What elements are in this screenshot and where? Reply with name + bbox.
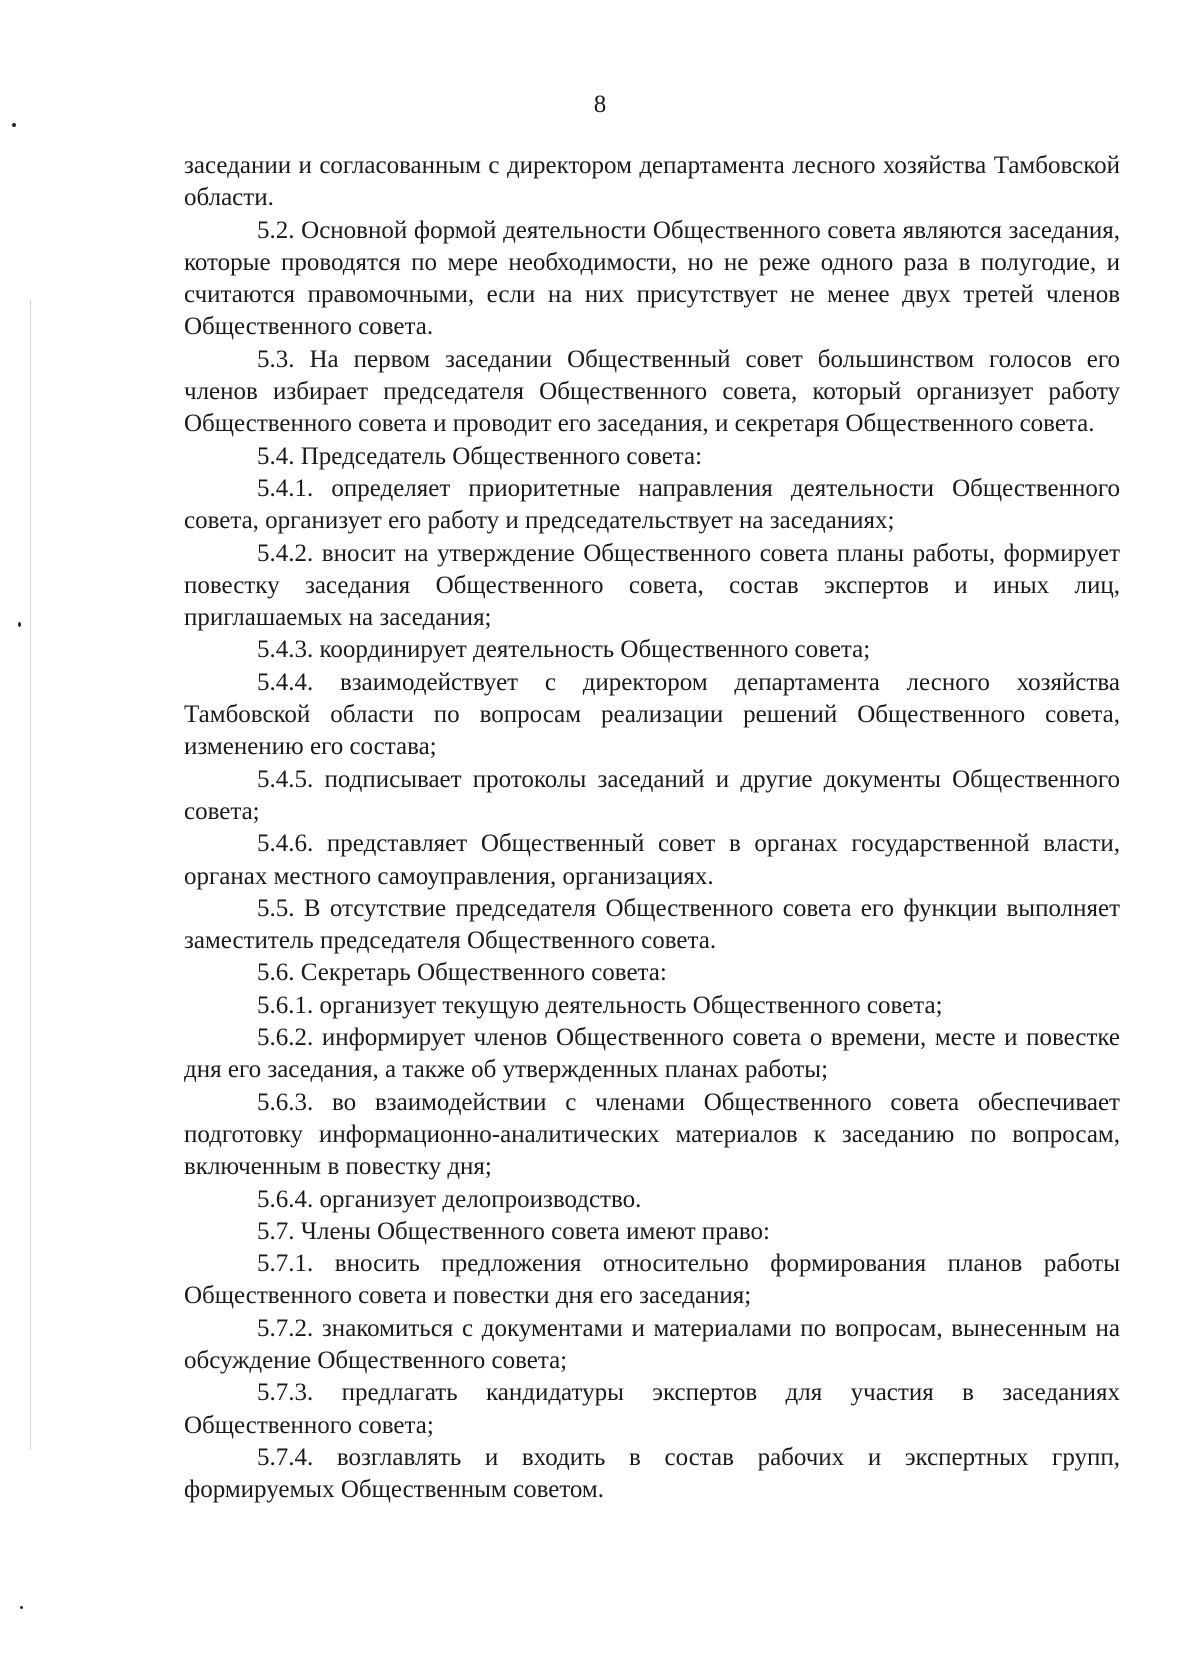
- paragraph: 5.5. В отсутствие председателя Общественного совета его функции выполняет заместитель председателя Общественного совета.: [184, 894, 1120, 955]
- paragraph: 5.6.3. во взаимодействии с членами Общественного совета обеспечивает подготовку информационно-аналитических материалов к заседанию по вопросам, включенным в повестку дня;: [184, 1088, 1120, 1181]
- paragraph: 5.4.1. определяет приоритетные направления деятельности Общественного совета, организует его работу и председательствует на заседаниях;: [184, 474, 1120, 535]
- paragraph: 5.2. Основной формой деятельности Общественного совета являются заседания, которые проводятся по мере необходимости, но не реже одного раза в полугодие, и считаются правомочными, если на них присутствует не менее двух третей членов Общественного совета.: [184, 216, 1120, 341]
- paragraph: 5.6. Секретарь Общественного совета:: [257, 959, 667, 987]
- paragraph: 5.4. Председатель Общественного совета:: [257, 442, 703, 470]
- page-number: 8: [593, 91, 607, 118]
- scan-speck: [12, 123, 16, 127]
- document-body: [184, 150, 1120, 1506]
- paragraph: 5.4.2. вносит на утверждение Общественного совета планы работы, формирует повестку заседания Общественного совета, состав экспертов и иных лиц, приглашаемых на заседания;: [184, 539, 1120, 632]
- paragraph: 5.7.4. возглавлять и входить в состав рабочих и экспертных групп, формируемых Общественным советом.: [184, 1443, 1120, 1504]
- paragraph: 5.7.1. вносить предложения относительно формирования планов работы Общественного совета и повестки дня его заседания;: [184, 1250, 1120, 1310]
- paragraph: 5.6.2. информирует членов Общественного совета о времени, месте и повестке дня его заседания, а также об утвержденных планах работы;: [184, 1024, 1120, 1084]
- scan-speck: [20, 1606, 23, 1609]
- paragraph: 5.7.3. предлагать кандидатуры экспертов для участия в заседаниях Общественного совета;: [184, 1379, 1120, 1439]
- paragraph: 5.6.1. организует текущую деятельность Общественного совета;: [257, 991, 943, 1019]
- scan-speck: [18, 622, 21, 627]
- paragraph: 5.3. На первом заседании Общественный совет большинством голосов его членов избирает председателя Общественного совета, который организует работу Общественного совета и проводит его заседания, и секретаря Общественного совета.: [184, 345, 1120, 438]
- scan-edge-line: [30, 300, 31, 1450]
- paragraph: 5.4.5. подписывает протоколы заседаний и другие документы Общественного совета;: [184, 765, 1120, 825]
- paragraph: 5.4.4. взаимодействует с директором департамента лесного хозяйства Тамбовской области по вопросам реализации решений Общественного совета, изменению его состава;: [184, 668, 1120, 761]
- paragraph: 5.7. Члены Общественного совета имеют право:: [257, 1217, 770, 1245]
- paragraph: 5.4.3. координирует деятельность Общественного совета;: [257, 636, 871, 664]
- paragraph: 5.7.2. знакомиться с документами и материалами по вопросам, вынесенным на обсуждение Общественного совета;: [184, 1314, 1120, 1374]
- paragraph: заседании и согласованным с директором департамента лесного хозяйства Тамбовской области.: [184, 152, 1120, 212]
- paragraph: 5.4.6. представляет Общественный совет в органах государственной власти, органах местного самоуправления, организациях.: [184, 830, 1120, 890]
- paragraph: 5.6.4. организует делопроизводство.: [257, 1185, 642, 1213]
